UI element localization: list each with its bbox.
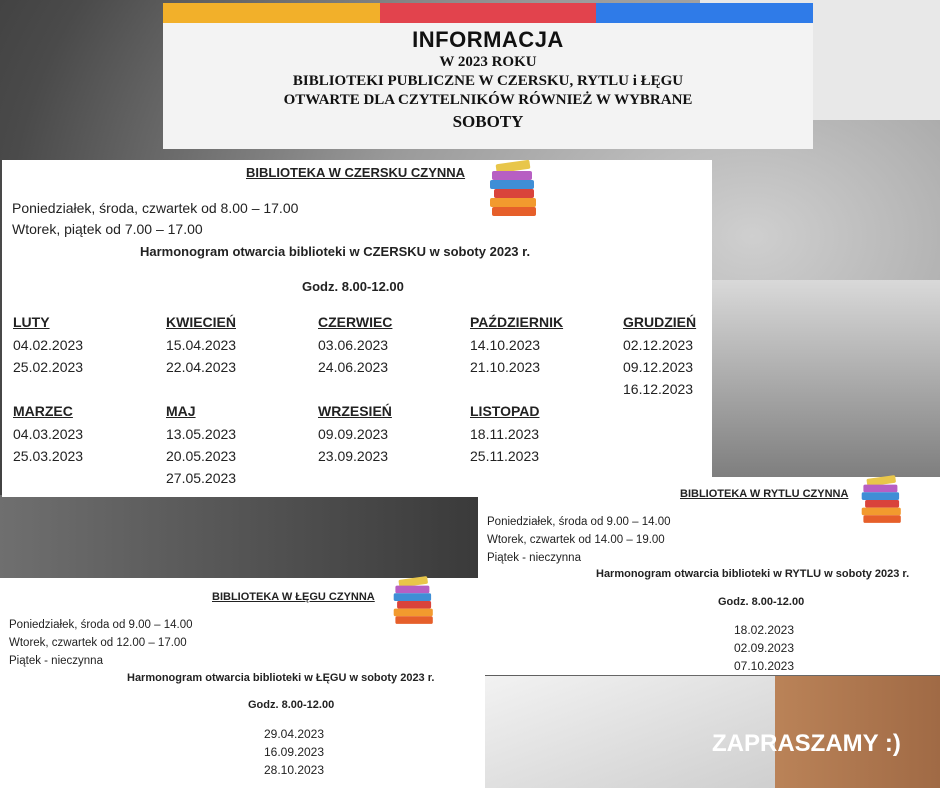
leg-hours-range: Godz. 8.00-12.00 bbox=[248, 699, 335, 711]
czersk-title: BIBLIOTEKA W CZERSKU CZYNNA bbox=[246, 165, 466, 180]
books-stack-icon bbox=[392, 578, 436, 626]
rytel-title: BIBLIOTEKA W RYTLU CZYNNA bbox=[680, 488, 849, 500]
rytel-card bbox=[478, 477, 940, 675]
rytel-hours: Poniedziałek, środa od 9.00 – 14.00 Wtorek, czwartek od 14.00 – 19.00 Piątek - nieczynna bbox=[487, 516, 671, 564]
gck-logo bbox=[2, 738, 162, 786]
month-czerwiec: CZERWIEC 03.06.2023 24.06.2023 bbox=[318, 314, 393, 375]
czersk-card bbox=[2, 160, 712, 497]
header-line-4: SOBOTY bbox=[452, 112, 524, 131]
month-pazdziernik: PAŹDZIERNIK 14.10.2023 21.10.2023 bbox=[470, 314, 564, 375]
rytel-schedule-title: Harmonogram otwarcia biblioteki w RYTLU w soboty 2023 r. bbox=[596, 568, 910, 580]
header-line-1: W 2023 ROKU bbox=[439, 54, 537, 70]
header-title: INFORMACJA bbox=[412, 27, 564, 52]
header-line-2: BIBLIOTEKI PUBLICZNE W CZERSKU, RYTLU i ŁĘGU bbox=[292, 73, 684, 89]
color-stripe bbox=[163, 3, 813, 23]
header-line-3: OTWARTE DLA CZYTELNIKÓW RÓWNIEŻ W WYBRANE bbox=[283, 92, 693, 108]
closing-text: ZAPRASZAMY :) bbox=[712, 730, 901, 757]
books-stack-icon bbox=[488, 162, 540, 218]
month-luty: LUTY 04.02.2023 25.02.2023 bbox=[13, 314, 84, 375]
books-stack-icon bbox=[860, 477, 904, 525]
czersk-schedule-title: Harmonogram otwarcia biblioteki w CZERSKU w soboty 2023 r. bbox=[140, 244, 531, 259]
month-listopad: LISTOPAD 18.11.2023 25.11.2023 bbox=[470, 403, 540, 464]
leg-dates: 29.04.2023 16.09.2023 28.10.2023 bbox=[263, 727, 325, 777]
czersk-hours-range: Godz. 8.00-12.00 bbox=[302, 279, 404, 294]
info-header bbox=[163, 3, 813, 149]
leg-title: BIBLIOTEKA W ŁĘGU CZYNNA bbox=[212, 591, 375, 603]
trees-logo-icon bbox=[2, 738, 50, 784]
czersk-hours: Poniedziałek, środa, czwartek od 8.00 – 17.00 Wtorek, piątek od 7.00 – 17.00 bbox=[12, 200, 299, 237]
rytel-hours-range: Godz. 8.00-12.00 bbox=[718, 596, 805, 608]
logo-text: GCK w Czersku bbox=[56, 740, 145, 783]
rytel-dates: 18.02.2023 02.09.2023 07.10.2023 bbox=[733, 623, 795, 673]
month-kwiecien: KWIECIEŃ 15.04.2023 22.04.2023 bbox=[166, 314, 237, 375]
leg-schedule-title: Harmonogram otwarcia biblioteki w ŁĘGU w soboty 2023 r. bbox=[127, 672, 435, 684]
month-marzec: MARZEC 04.03.2023 25.03.2023 bbox=[13, 403, 84, 464]
month-wrzesien: WRZESIEŃ 09.09.2023 23.09.2023 bbox=[318, 403, 392, 464]
month-grudzien: GRUDZIEŃ 02.12.2023 09.12.2023 16.12.2023 bbox=[623, 314, 697, 397]
month-maj: MAJ 13.05.2023 20.05.2023 27.05.2023 bbox=[166, 403, 237, 486]
leg-hours: Poniedziałek, środa od 9.00 – 14.00 Wtorek, czwartek od 12.00 – 17.00 Piątek - nieczynna bbox=[9, 619, 193, 667]
